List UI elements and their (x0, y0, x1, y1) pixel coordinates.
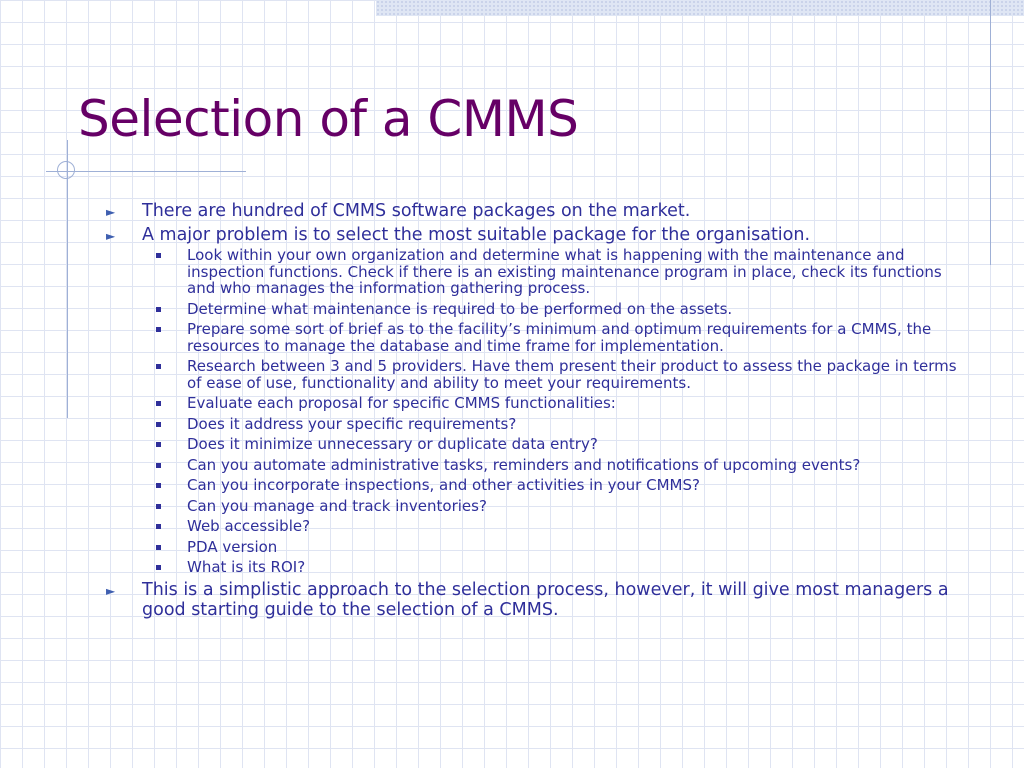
bullet-item (104, 225, 974, 576)
square-bullet-icon (156, 422, 161, 427)
bullet-text: This is a simplistic approach to the selection process, however, it will give most managers a good starting guide to the selection of a CMMS. (142, 579, 949, 620)
sub-bullet-text: Research between 3 and 5 providers. Have them present their product to assess the package in terms of ease of use, functionality and ability to meet your requirements. (187, 357, 957, 392)
square-bullet-icon (156, 483, 161, 488)
sub-bullet-text: PDA version (187, 537, 278, 556)
sub-bullet-text: Can you manage and track inventories? (187, 496, 487, 515)
bullet-item (104, 580, 974, 620)
slide-title: Selection of a CMMS (78, 90, 579, 148)
sub-bullet-text: Prepare some sort of brief as to the facility’s minimum and optimum requirements for a CMMS, the resources to manage the database and time frame for implementation. (187, 320, 932, 355)
square-bullet-icon (156, 442, 161, 447)
right-vertical-rule (990, 0, 991, 265)
bullet-item (104, 201, 974, 221)
square-bullet-icon (156, 565, 161, 570)
square-bullet-icon (156, 253, 161, 258)
sub-bullet-item (142, 358, 974, 391)
square-bullet-icon (156, 401, 161, 406)
bullet-text: A major problem is to select the most suitable package for the organisation. (142, 225, 811, 245)
square-bullet-icon (156, 463, 161, 468)
sub-bullet-item (142, 436, 974, 453)
sub-bullet-item (142, 247, 974, 297)
sub-bullet-item (142, 559, 974, 576)
sub-bullet-text: Does it address your specific requirements? (187, 414, 517, 433)
sub-bullet-text: Can you incorporate inspections, and other activities in your CMMS? (187, 476, 700, 494)
sub-bullet-item (142, 301, 974, 318)
triangle-bullet-icon: ► (106, 583, 116, 598)
sub-bullet-item (142, 395, 974, 412)
title-underline-rule (46, 171, 246, 172)
triangle-bullet-icon: ► (106, 229, 116, 243)
circle-ornament (57, 161, 75, 179)
bullet-list (104, 201, 974, 624)
sub-bullet-text: Determine what maintenance is required to be performed on the assets. (187, 299, 733, 318)
sub-bullet-item (142, 518, 974, 535)
sub-bullet-item (142, 539, 974, 556)
square-bullet-icon (156, 524, 161, 529)
square-bullet-icon (156, 364, 161, 369)
square-bullet-icon (156, 504, 161, 509)
square-bullet-icon (156, 327, 161, 332)
sub-bullet-item (142, 498, 974, 515)
sub-bullet-text: What is its ROI? (187, 558, 306, 576)
triangle-bullet-icon: ► (106, 205, 116, 219)
sub-bullet-item (142, 321, 974, 354)
sub-bullet-text: Web accessible? (187, 517, 311, 535)
sub-bullet-item (142, 416, 974, 433)
left-vertical-rule (67, 140, 68, 418)
sub-bullet-text: Does it minimize unnecessary or duplicate data entry? (187, 435, 598, 453)
sub-bullet-text: Evaluate each proposal for specific CMMS functionalities: (187, 394, 616, 412)
square-bullet-icon (156, 545, 161, 550)
square-bullet-icon (156, 307, 161, 312)
bullet-text: There are hundred of CMMS software packages on the market. (142, 201, 691, 221)
sub-bullet-text: Look within your own organization and determine what is happening with the maintenance and inspection functions. Check if there is an existing maintenance program in place, check its functions and who manages the information gathering process. (187, 246, 942, 297)
sub-bullet-item (142, 457, 974, 474)
sub-bullet-text: Can you automate administrative tasks, reminders and notifications of upcoming events? (187, 455, 861, 474)
top-decorative-band (376, 0, 1024, 16)
sub-bullet-item (142, 477, 974, 494)
sub-bullet-list (142, 247, 974, 576)
